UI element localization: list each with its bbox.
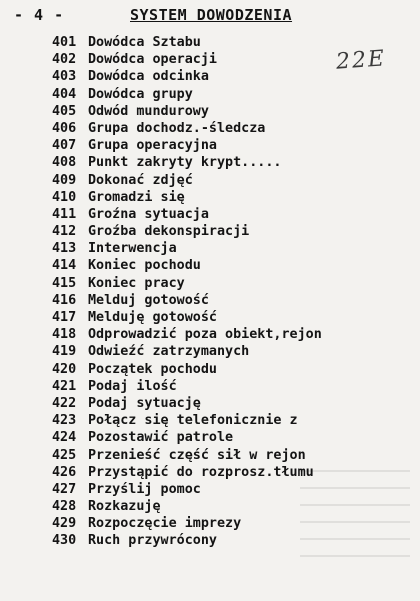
code-number: 412 (52, 224, 77, 240)
code-meaning: Przyślij pomoc (88, 481, 201, 497)
list-item (52, 429, 322, 446)
list-item (52, 189, 322, 206)
code-number: 423 (52, 413, 77, 429)
page-title: SYSTEM DOWODZENIA (130, 6, 293, 24)
code-meaning: Koniec pochodu (88, 258, 201, 274)
list-item (52, 240, 322, 257)
list-item (52, 172, 322, 189)
list-item (52, 343, 322, 360)
code-meaning: Połącz się telefonicznie z (88, 413, 298, 429)
code-number: 408 (52, 155, 77, 171)
code-meaning: Koniec pracy (88, 275, 185, 291)
code-meaning: Rozkazuję (88, 499, 161, 515)
list-item (52, 86, 322, 103)
list-item (52, 206, 322, 223)
code-meaning: Początek pochodu (88, 361, 217, 377)
code-number: 410 (52, 189, 77, 205)
list-item (52, 120, 322, 137)
list-item (52, 361, 322, 378)
code-number: 427 (52, 481, 77, 497)
code-number: 406 (52, 120, 77, 136)
code-number: 413 (52, 241, 77, 257)
list-item (52, 378, 322, 395)
code-number: 404 (52, 86, 77, 102)
code-meaning: Podaj sytuację (88, 395, 201, 411)
list-item (52, 515, 322, 532)
code-meaning: Groźna sytuacja (88, 206, 209, 222)
code-number: 421 (52, 378, 77, 394)
code-meaning: Pozostawić patrole (88, 430, 234, 446)
code-meaning: Groźba dekonspiracji (88, 224, 250, 240)
code-meaning: Interwencja (88, 241, 177, 257)
list-item (52, 51, 322, 68)
code-number: 422 (52, 395, 77, 411)
code-list (52, 34, 322, 550)
list-item (52, 103, 322, 120)
code-meaning: Melduję gotowość (88, 310, 217, 325)
code-meaning: Rozpoczęcie imprezy (88, 516, 242, 532)
code-meaning: Dowódca Sztabu (88, 35, 201, 50)
code-number: 420 (52, 361, 77, 377)
code-number: 428 (52, 499, 77, 515)
code-meaning: Odwieźć zatrzymanych (88, 344, 250, 360)
code-number: 419 (52, 344, 77, 360)
code-meaning: Melduj gotowość (88, 292, 209, 308)
code-number: 416 (52, 292, 77, 308)
list-item (52, 223, 322, 240)
code-meaning: Dokonać zdjęć (88, 172, 193, 188)
code-number: 417 (52, 310, 77, 325)
code-meaning: Dowódca odcinka (88, 69, 209, 85)
list-item (52, 275, 322, 292)
code-number: 415 (52, 275, 77, 291)
code-number: 418 (52, 327, 77, 343)
list-item (52, 309, 322, 326)
list-item (52, 154, 322, 171)
code-meaning: Dowódca operacji (88, 52, 217, 68)
code-meaning: Odwód mundurowy (88, 103, 209, 119)
code-meaning: Przystąpić do rozprosz.tłumu (88, 464, 314, 480)
code-meaning: Punkt zakryty krypt..... (88, 155, 282, 171)
code-number: 426 (52, 464, 77, 480)
list-item (52, 447, 322, 464)
code-meaning: Ruch przywrócony (88, 533, 217, 549)
code-number: 403 (52, 69, 77, 85)
code-number: 402 (52, 52, 77, 68)
code-number: 414 (52, 258, 77, 274)
code-meaning: Podaj ilość (88, 378, 177, 394)
code-number: 407 (52, 138, 77, 154)
handwritten-note: 22E (335, 46, 387, 75)
list-item (52, 326, 322, 343)
code-number: 425 (52, 447, 77, 463)
code-number: 409 (52, 172, 77, 188)
code-meaning: Przenieść część sił w rejon (88, 447, 306, 463)
list-item (52, 68, 322, 85)
code-meaning: Dowódca grupy (88, 86, 193, 102)
code-meaning: Odprowadzić poza obiekt,rejon (88, 327, 322, 343)
list-item (52, 395, 322, 412)
code-number: 405 (52, 103, 77, 119)
code-meaning: Gromadzi się (88, 189, 185, 205)
code-number: 424 (52, 430, 77, 446)
code-meaning: Grupa dochodz.-śledcza (88, 120, 266, 136)
page-number: - 4 - (14, 6, 65, 24)
list-item (52, 34, 322, 51)
list-item (52, 257, 322, 274)
list-item (52, 481, 322, 498)
list-item (52, 412, 322, 429)
code-number: 411 (52, 206, 77, 222)
code-number: 401 (52, 35, 77, 50)
code-number: 429 (52, 516, 77, 532)
list-item (52, 292, 322, 309)
list-item (52, 532, 322, 549)
list-item (52, 498, 322, 515)
code-number: 430 (52, 533, 77, 549)
code-meaning: Grupa operacyjna (88, 138, 217, 154)
list-item (52, 137, 322, 154)
list-item (52, 464, 322, 481)
